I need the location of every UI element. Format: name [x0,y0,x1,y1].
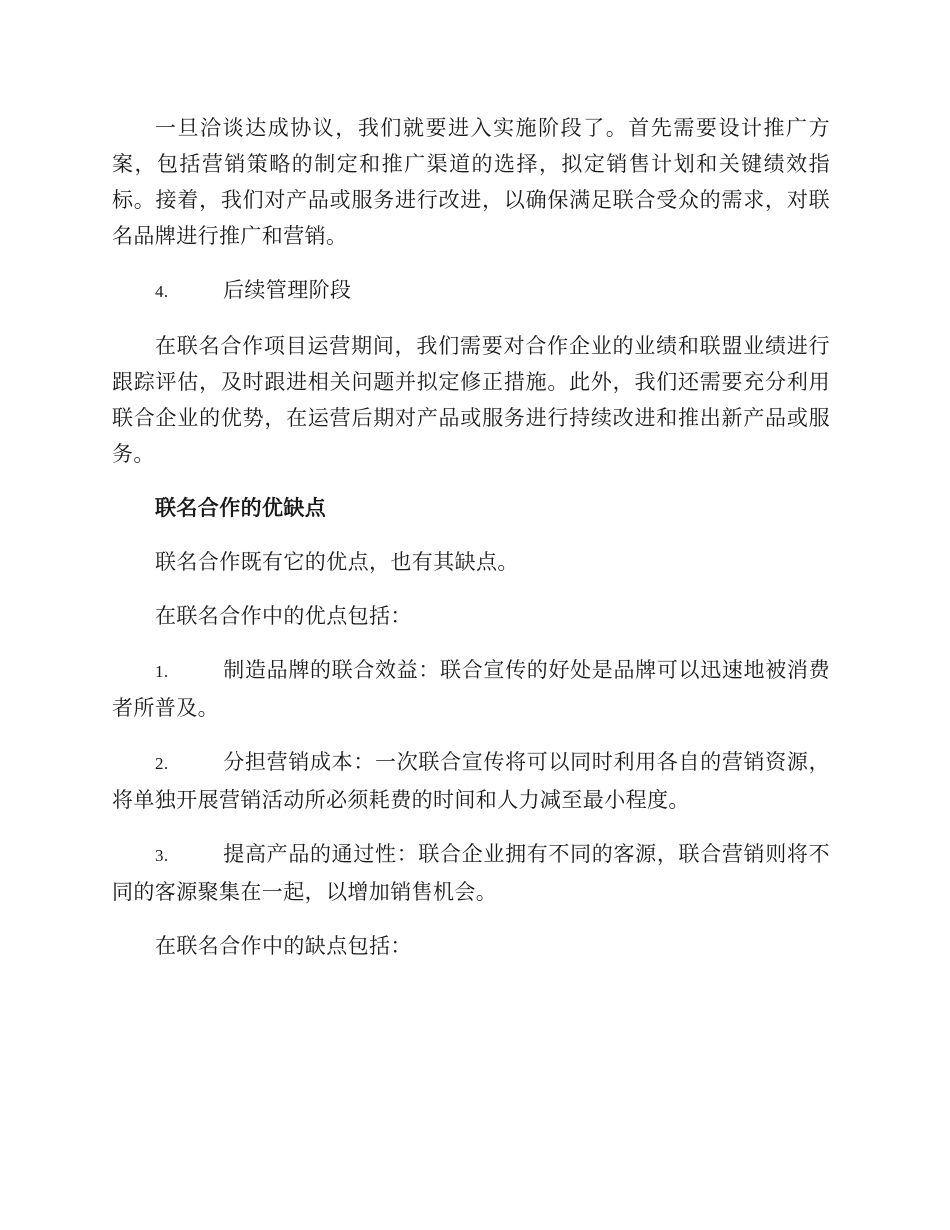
list-item-followup-stage [112,272,830,310]
list-item-advantage [112,836,830,910]
list-item-advantage [112,744,830,818]
list-item-advantage [112,652,830,726]
list-number: 4. [155,282,169,301]
list-item-text: 分担营销成本：一次联合宣传将可以同时利用各自的营销资源，将单独开展营销活动所必须耗费的时间和人力减至最小程度。 [112,750,830,812]
list-item-text: 制造品牌的联合效益：联合宣传的好处是品牌可以迅速地被消费者所普及。 [112,658,830,720]
list-number: 2. [155,754,169,773]
paragraph-disadvantages-intro: 在联名合作中的缺点包括： [155,934,412,958]
list-item-text: 后续管理阶段 [223,278,352,302]
list-number: 1. [155,662,169,681]
list-item-text: 提高产品的通过性：联合企业拥有不同的客源，联合营销则将不同的客源聚集在一起，以增加销售机会。 [112,842,830,904]
list-number: 3. [155,846,169,865]
section-heading: 联名合作的优缺点 [155,495,327,520]
paragraph-operation: 在联名合作项目运营期间，我们需要对合作企业的业绩和联盟业绩进行跟踪评估，及时跟进相关问题并拟定修正措施。此外，我们还需要充分利用联合企业的优势，在运营后期对产品或服务进行持续改进和推出新产品或服务。 [112,334,830,466]
paragraph-intro: 联名合作既有它的优点，也有其缺点。 [155,550,519,574]
paragraph-advantages-intro: 在联名合作中的优点包括： [155,604,412,628]
paragraph-implementation: 一旦洽谈达成协议，我们就要进入实施阶段了。首先需要设计推广方案，包括营销策略的制定和推广渠道的选择，拟定销售计划和关键绩效指标。接着，我们对产品或服务进行改进，以确保满足联合受众的需求，对联名品牌进行推广和营销。 [112,116,830,248]
document-body [112,110,830,964]
